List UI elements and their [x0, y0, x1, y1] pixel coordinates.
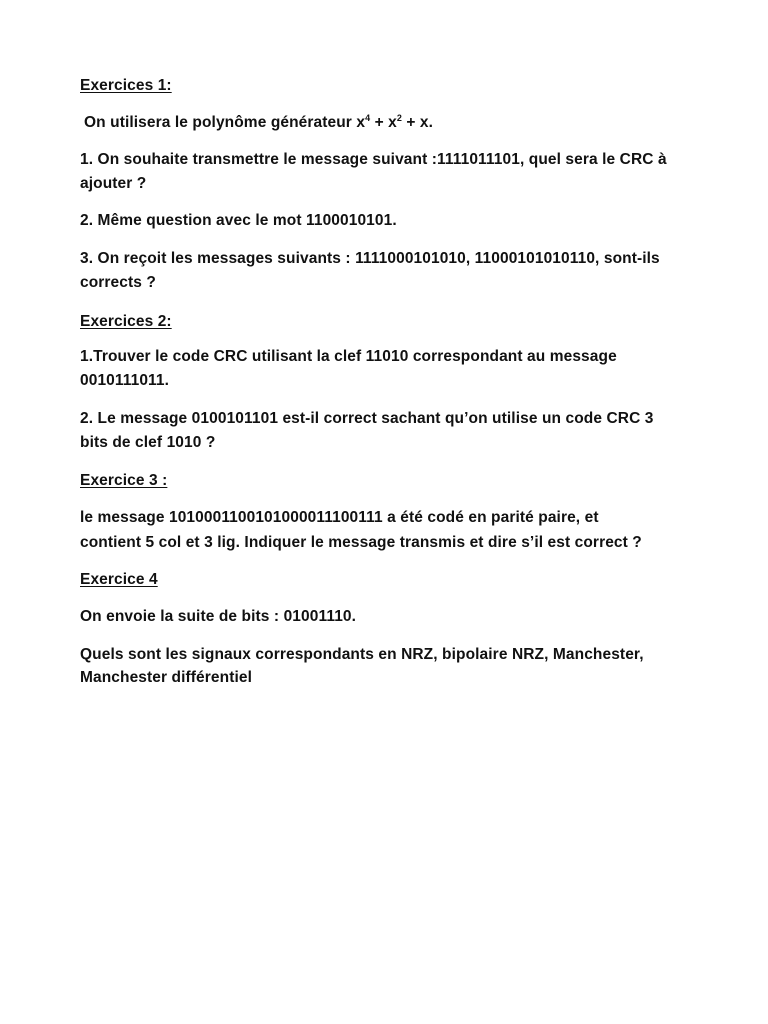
exercise-4-line-3: Manchester différentiel: [80, 669, 252, 686]
exercise-1-heading: Exercices 1:: [80, 77, 172, 94]
polynomial-text-prefix: On utilisera le polynôme générateur x: [84, 114, 366, 131]
exponent-4: 4: [365, 113, 371, 123]
exponent-2: 2: [396, 113, 402, 123]
exercise-3-line-1: le message 1010001100101000011100111 a été codé en parité paire, et: [80, 509, 599, 526]
polynomial-text-suffix: + x.: [401, 114, 434, 131]
exercise-1-question-3-line-1: 3. On reçoit les messages suivants : 1111000101010, 11000101010110, sont-ils: [80, 250, 660, 267]
exercise-4-heading: Exercice 4: [80, 571, 158, 588]
exercise-4-line-1: On envoie la suite de bits : 01001110.: [80, 608, 357, 625]
polynomial-text-mid: + x: [370, 114, 397, 131]
exercise-1-question-1-line-2: ajouter ?: [80, 175, 147, 192]
exercise-2-question-2-line-1: 2. Le message 0100101101 est-il correct sachant qu’on utilise un code CRC 3: [80, 410, 654, 427]
exercise-3-line-2: contient 5 col et 3 lig. Indiquer le message transmis et dire s’il est correct ?: [80, 534, 642, 551]
exercise-3-heading: Exercice 3 :: [80, 472, 168, 489]
exercise-1-question-3-line-2: corrects ?: [80, 274, 156, 291]
exercise-4-line-2: Quels sont les signaux correspondants en NRZ, bipolaire NRZ, Manchester,: [80, 646, 644, 663]
exercise-1-intro: [84, 113, 433, 133]
exercise-1-question-2: 2. Même question avec le mot 1100010101.: [80, 212, 397, 229]
exercise-1-question-1-line-1: 1. On souhaite transmettre le message suivant :1111011101, quel sera le CRC à: [80, 151, 667, 168]
exercise-2-question-1-line-1: 1.Trouver le code CRC utilisant la clef 11010 correspondant au message: [80, 348, 617, 365]
exercise-2-question-2-line-2: bits de clef 1010 ?: [80, 434, 216, 451]
exercise-2-question-1-line-2: 0010111011.: [80, 372, 170, 389]
exercise-2-heading: Exercices 2:: [80, 313, 172, 330]
